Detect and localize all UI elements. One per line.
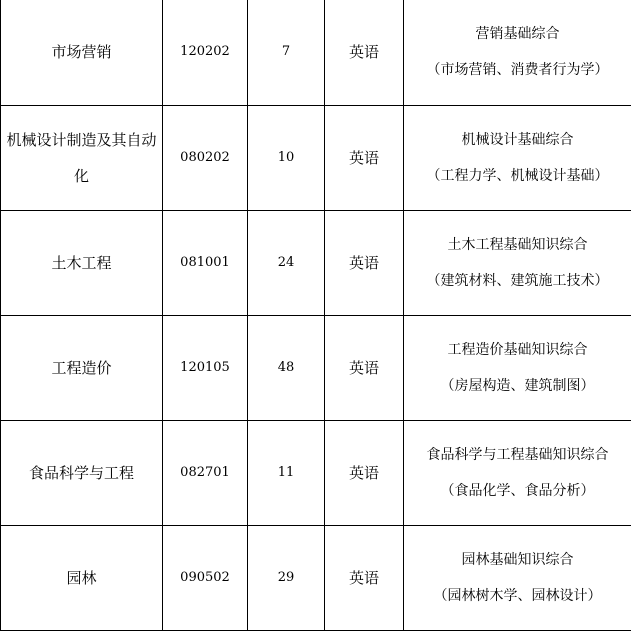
foreign-language-cell: 英语 [325,105,404,210]
exam-detail: （工程力学、机械设计基础） [426,167,609,184]
table-row [1,105,631,210]
table-row [1,210,631,315]
exam-detail: （市场营销、消费者行为学） [426,62,609,79]
major-code-cell: 081001 [163,210,248,315]
exam-title: 食品科学与工程基础知识综合 [426,446,609,463]
exam-subject-cell [404,420,631,525]
exam-subject-cell [404,105,631,210]
major-name-cell: 食品科学与工程 [1,420,163,525]
exam-detail: （食品化学、食品分析） [440,482,595,499]
foreign-language-cell: 英语 [325,315,404,420]
exam-title: 营销基础综合 [475,26,560,43]
exam-detail: （房屋构造、建筑制图） [440,377,595,394]
enrollment-count-cell: 48 [248,315,325,420]
major-name-cell: 市场营销 [1,0,163,105]
foreign-language-cell: 英语 [325,210,404,315]
exam-subject-cell [404,525,631,630]
table-body [1,0,631,630]
table-row [1,0,631,105]
major-code-cell: 082701 [163,420,248,525]
exam-detail: （园林树木学、园林设计） [433,587,602,604]
exam-title: 工程造价基础知识综合 [447,341,588,358]
table-row [1,420,631,525]
exam-title: 土木工程基础知识综合 [447,236,588,253]
major-name-cell: 工程造价 [1,315,163,420]
foreign-language-cell: 英语 [325,420,404,525]
major-code-cell: 080202 [163,105,248,210]
enrollment-count-cell: 11 [248,420,325,525]
enrollment-count-cell: 10 [248,105,325,210]
enrollment-count-cell: 7 [248,0,325,105]
enrollment-count-cell: 29 [248,525,325,630]
exam-subject-cell [404,210,631,315]
table-row [1,315,631,420]
major-code-cell: 090502 [163,525,248,630]
foreign-language-cell: 英语 [325,0,404,105]
foreign-language-cell: 英语 [325,525,404,630]
table-row [1,525,631,630]
exam-title: 园林基础知识综合 [461,551,574,568]
exam-subject-cell [404,0,631,105]
major-code-cell: 120202 [163,0,248,105]
major-name-cell: 园林 [1,525,163,630]
major-code-cell: 120105 [163,315,248,420]
enrollment-count-cell: 24 [248,210,325,315]
exam-detail: （建筑材料、建筑施工技术） [426,272,609,289]
exam-subject-cell [404,315,631,420]
major-name-cell: 土木工程 [1,210,163,315]
exam-title: 机械设计基础综合 [461,131,574,148]
major-name-cell: 机械设计制造及其自动化 [1,105,163,210]
